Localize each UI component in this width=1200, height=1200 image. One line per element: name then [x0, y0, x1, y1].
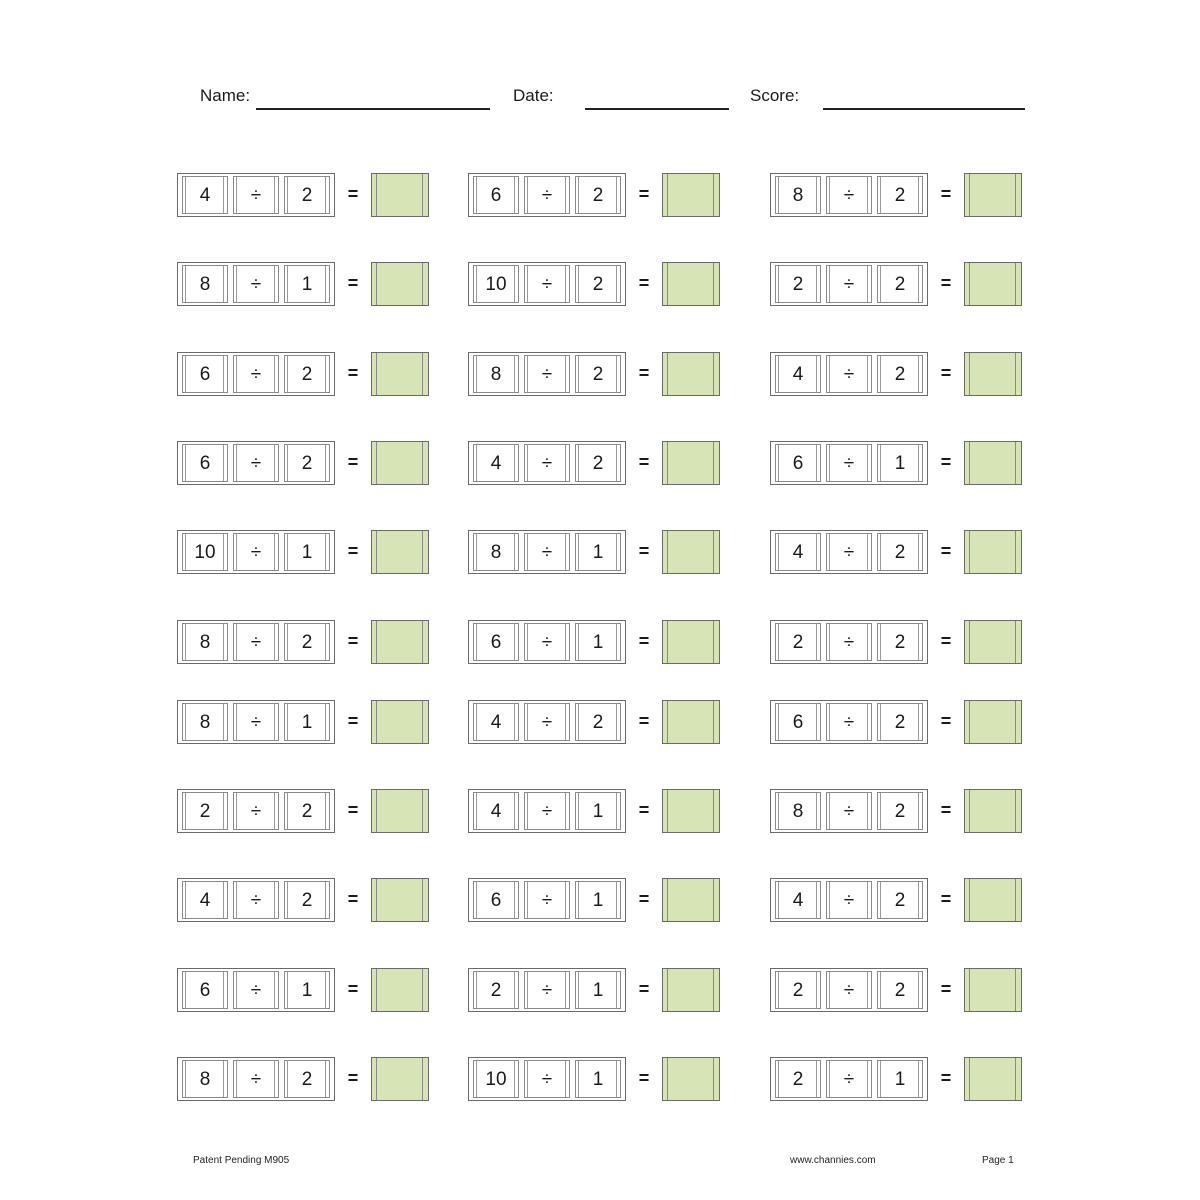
- equals-sign: =: [638, 184, 650, 204]
- equals-sign: =: [638, 711, 650, 731]
- dividend-cell: 4: [182, 176, 228, 214]
- problem-frame: [177, 441, 335, 485]
- date-label: Date:: [513, 86, 554, 105]
- divisor-cell: 2: [575, 265, 621, 303]
- division-problem: [770, 878, 1032, 924]
- answer-box[interactable]: [371, 530, 429, 574]
- answer-box[interactable]: [371, 173, 429, 217]
- answer-box[interactable]: [662, 441, 720, 485]
- equals-sign: =: [940, 711, 952, 731]
- answer-box[interactable]: [662, 1057, 720, 1101]
- dividend-cell: 8: [473, 533, 519, 571]
- division-problem: [177, 173, 439, 219]
- divide-operator: ÷: [233, 355, 279, 393]
- problem-frame: [177, 1057, 335, 1101]
- dividend-cell: 2: [182, 792, 228, 830]
- problem-frame: [770, 441, 928, 485]
- dividend-cell: 6: [473, 623, 519, 661]
- divisor-cell: 2: [284, 444, 330, 482]
- equals-sign: =: [940, 184, 952, 204]
- dividend-cell: 6: [473, 881, 519, 919]
- problem-frame: [770, 620, 928, 664]
- divide-operator: ÷: [826, 176, 872, 214]
- problem-frame: [177, 262, 335, 306]
- equals-sign: =: [638, 889, 650, 909]
- problem-frame: [770, 968, 928, 1012]
- dividend-cell: 8: [775, 176, 821, 214]
- dividend-cell: 2: [775, 1060, 821, 1098]
- divisor-cell: 2: [877, 881, 923, 919]
- divisor-cell: 2: [284, 176, 330, 214]
- answer-box[interactable]: [371, 878, 429, 922]
- divide-operator: ÷: [524, 971, 570, 1009]
- answer-box[interactable]: [964, 789, 1022, 833]
- divide-operator: ÷: [826, 971, 872, 1009]
- divide-operator: ÷: [524, 703, 570, 741]
- divide-operator: ÷: [233, 703, 279, 741]
- divide-operator: ÷: [524, 792, 570, 830]
- divide-operator: ÷: [233, 265, 279, 303]
- footer-patent: Patent Pending M905: [193, 1155, 290, 1166]
- divisor-cell: 2: [575, 176, 621, 214]
- dividend-cell: 8: [182, 703, 228, 741]
- answer-box[interactable]: [964, 262, 1022, 306]
- answer-box[interactable]: [662, 352, 720, 396]
- problem-frame: [177, 700, 335, 744]
- divide-operator: ÷: [524, 623, 570, 661]
- divide-operator: ÷: [524, 176, 570, 214]
- answer-box[interactable]: [964, 1057, 1022, 1101]
- dividend-cell: 4: [775, 881, 821, 919]
- dividend-cell: 2: [775, 265, 821, 303]
- divide-operator: ÷: [826, 881, 872, 919]
- divisor-cell: 1: [575, 1060, 621, 1098]
- divisor-cell: 2: [284, 1060, 330, 1098]
- division-problem: [177, 262, 439, 308]
- problem-frame: [177, 620, 335, 664]
- divide-operator: ÷: [524, 533, 570, 571]
- division-problem: [468, 878, 730, 924]
- divisor-cell: 2: [284, 355, 330, 393]
- answer-box[interactable]: [964, 700, 1022, 744]
- footer-website: www.channies.com: [790, 1155, 876, 1166]
- divide-operator: ÷: [826, 355, 872, 393]
- divide-operator: ÷: [826, 792, 872, 830]
- answer-box[interactable]: [964, 968, 1022, 1012]
- answer-box[interactable]: [371, 968, 429, 1012]
- division-problem: [468, 530, 730, 576]
- dividend-cell: 10: [182, 533, 228, 571]
- dividend-cell: 8: [473, 355, 519, 393]
- problem-frame: [770, 789, 928, 833]
- divisor-cell: 1: [877, 1060, 923, 1098]
- equals-sign: =: [638, 363, 650, 383]
- dividend-cell: 6: [182, 355, 228, 393]
- divisor-cell: 2: [284, 792, 330, 830]
- divide-operator: ÷: [524, 355, 570, 393]
- divisor-cell: 1: [575, 971, 621, 1009]
- divisor-cell: 1: [284, 703, 330, 741]
- equals-sign: =: [638, 979, 650, 999]
- problem-frame: [468, 789, 626, 833]
- division-problem: [770, 968, 1032, 1014]
- divide-operator: ÷: [233, 623, 279, 661]
- equals-sign: =: [638, 800, 650, 820]
- divide-operator: ÷: [524, 881, 570, 919]
- division-problem: [770, 530, 1032, 576]
- divisor-cell: 2: [877, 623, 923, 661]
- division-problem: [770, 789, 1032, 835]
- divide-operator: ÷: [524, 444, 570, 482]
- divisor-cell: 2: [575, 444, 621, 482]
- divisor-cell: 2: [877, 533, 923, 571]
- answer-box[interactable]: [662, 789, 720, 833]
- division-problem: [468, 352, 730, 398]
- answer-box[interactable]: [662, 173, 720, 217]
- division-problem: [770, 262, 1032, 308]
- equals-sign: =: [638, 273, 650, 293]
- equals-sign: =: [347, 184, 359, 204]
- problem-frame: [468, 530, 626, 574]
- division-problem: [468, 620, 730, 666]
- problem-frame: [770, 700, 928, 744]
- problem-frame: [770, 1057, 928, 1101]
- dividend-cell: 10: [473, 265, 519, 303]
- divide-operator: ÷: [826, 444, 872, 482]
- problem-frame: [468, 700, 626, 744]
- equals-sign: =: [347, 711, 359, 731]
- equals-sign: =: [638, 452, 650, 472]
- divisor-cell: 2: [877, 265, 923, 303]
- division-problem: [770, 700, 1032, 746]
- divisor-cell: 1: [575, 881, 621, 919]
- division-problem: [468, 968, 730, 1014]
- divide-operator: ÷: [233, 176, 279, 214]
- divisor-cell: 1: [284, 533, 330, 571]
- divide-operator: ÷: [826, 533, 872, 571]
- answer-box[interactable]: [964, 173, 1022, 217]
- dividend-cell: 8: [775, 792, 821, 830]
- divisor-cell: 2: [284, 881, 330, 919]
- equals-sign: =: [940, 363, 952, 383]
- problem-frame: [177, 789, 335, 833]
- equals-sign: =: [347, 631, 359, 651]
- division-problem: [177, 1057, 439, 1103]
- answer-box[interactable]: [964, 620, 1022, 664]
- divide-operator: ÷: [524, 265, 570, 303]
- problem-frame: [468, 262, 626, 306]
- dividend-cell: 6: [182, 971, 228, 1009]
- dividend-cell: 4: [775, 533, 821, 571]
- dividend-cell: 2: [473, 971, 519, 1009]
- dividend-cell: 4: [473, 703, 519, 741]
- division-problem: [177, 530, 439, 576]
- equals-sign: =: [347, 1068, 359, 1088]
- equals-sign: =: [940, 631, 952, 651]
- equals-sign: =: [940, 889, 952, 909]
- dividend-cell: 8: [182, 1060, 228, 1098]
- answer-box[interactable]: [662, 878, 720, 922]
- equals-sign: =: [638, 1068, 650, 1088]
- division-problem: [770, 441, 1032, 487]
- problem-frame: [468, 173, 626, 217]
- divisor-cell: 2: [877, 971, 923, 1009]
- dividend-cell: 4: [473, 444, 519, 482]
- dividend-cell: 6: [182, 444, 228, 482]
- problem-frame: [177, 173, 335, 217]
- dividend-cell: 6: [473, 176, 519, 214]
- equals-sign: =: [347, 273, 359, 293]
- equals-sign: =: [638, 541, 650, 561]
- division-problem: [468, 262, 730, 308]
- divisor-cell: 2: [575, 703, 621, 741]
- answer-box[interactable]: [371, 789, 429, 833]
- answer-box[interactable]: [371, 700, 429, 744]
- dividend-cell: 4: [182, 881, 228, 919]
- division-problem: [770, 1057, 1032, 1103]
- name-label: Name:: [200, 86, 251, 105]
- division-problem: [177, 620, 439, 666]
- divisor-cell: 1: [877, 444, 923, 482]
- equals-sign: =: [347, 800, 359, 820]
- answer-box[interactable]: [662, 262, 720, 306]
- divide-operator: ÷: [524, 1060, 570, 1098]
- divide-operator: ÷: [233, 444, 279, 482]
- divide-operator: ÷: [826, 1060, 872, 1098]
- problem-frame: [770, 878, 928, 922]
- answer-box[interactable]: [371, 1057, 429, 1101]
- division-problem: [468, 789, 730, 835]
- answer-box[interactable]: [371, 441, 429, 485]
- division-problem: [177, 441, 439, 487]
- equals-sign: =: [347, 452, 359, 472]
- problem-frame: [770, 352, 928, 396]
- equals-sign: =: [940, 800, 952, 820]
- division-problem: [177, 878, 439, 924]
- dividend-cell: 8: [182, 265, 228, 303]
- problem-frame: [770, 262, 928, 306]
- answer-box[interactable]: [964, 530, 1022, 574]
- division-problem: [468, 700, 730, 746]
- equals-sign: =: [940, 979, 952, 999]
- division-problem: [177, 789, 439, 835]
- divide-operator: ÷: [233, 971, 279, 1009]
- divide-operator: ÷: [826, 703, 872, 741]
- division-problem: [770, 173, 1032, 219]
- problem-frame: [468, 441, 626, 485]
- footer-page-number: Page 1: [982, 1155, 1014, 1166]
- answer-box[interactable]: [662, 620, 720, 664]
- problem-frame: [468, 1057, 626, 1101]
- divisor-cell: 1: [575, 792, 621, 830]
- equals-sign: =: [940, 541, 952, 561]
- dividend-cell: 2: [775, 623, 821, 661]
- divisor-cell: 1: [575, 533, 621, 571]
- dividend-cell: 4: [775, 355, 821, 393]
- divide-operator: ÷: [233, 881, 279, 919]
- answer-box[interactable]: [964, 352, 1022, 396]
- equals-sign: =: [940, 273, 952, 293]
- answer-box[interactable]: [964, 878, 1022, 922]
- equals-sign: =: [638, 631, 650, 651]
- divide-operator: ÷: [826, 623, 872, 661]
- problem-frame: [177, 352, 335, 396]
- answer-box[interactable]: [662, 700, 720, 744]
- divisor-cell: 2: [877, 703, 923, 741]
- divisor-cell: 1: [575, 623, 621, 661]
- divisor-cell: 1: [284, 265, 330, 303]
- division-problem: [177, 700, 439, 746]
- equals-sign: =: [347, 979, 359, 999]
- divide-operator: ÷: [233, 533, 279, 571]
- divisor-cell: 2: [575, 355, 621, 393]
- divisor-cell: 2: [877, 355, 923, 393]
- problem-frame: [177, 530, 335, 574]
- divisor-cell: 2: [284, 623, 330, 661]
- equals-sign: =: [347, 363, 359, 383]
- equals-sign: =: [347, 889, 359, 909]
- equals-sign: =: [347, 541, 359, 561]
- answer-box[interactable]: [371, 620, 429, 664]
- problem-frame: [177, 968, 335, 1012]
- division-problem: [468, 173, 730, 219]
- division-problem: [177, 352, 439, 398]
- divide-operator: ÷: [826, 265, 872, 303]
- answer-box[interactable]: [371, 262, 429, 306]
- problem-frame: [177, 878, 335, 922]
- problem-frame: [468, 352, 626, 396]
- dividend-cell: 10: [473, 1060, 519, 1098]
- equals-sign: =: [940, 452, 952, 472]
- division-problem: [468, 1057, 730, 1103]
- dividend-cell: 6: [775, 703, 821, 741]
- problem-frame: [468, 620, 626, 664]
- division-problem: [177, 968, 439, 1014]
- divide-operator: ÷: [233, 792, 279, 830]
- equals-sign: =: [940, 1068, 952, 1088]
- divisor-cell: 2: [877, 792, 923, 830]
- dividend-cell: 4: [473, 792, 519, 830]
- division-problem: [770, 620, 1032, 666]
- divisor-cell: 2: [877, 176, 923, 214]
- dividend-cell: 6: [775, 444, 821, 482]
- answer-box[interactable]: [662, 968, 720, 1012]
- answer-box[interactable]: [371, 352, 429, 396]
- divisor-cell: 1: [284, 971, 330, 1009]
- divide-operator: ÷: [233, 1060, 279, 1098]
- problem-frame: [468, 968, 626, 1012]
- problem-frame: [468, 878, 626, 922]
- answer-box[interactable]: [964, 441, 1022, 485]
- problem-frame: [770, 173, 928, 217]
- answer-box[interactable]: [662, 530, 720, 574]
- dividend-cell: 8: [182, 623, 228, 661]
- division-problem: [468, 441, 730, 487]
- problem-frame: [770, 530, 928, 574]
- dividend-cell: 2: [775, 971, 821, 1009]
- score-label: Score:: [750, 86, 800, 105]
- division-problem: [770, 352, 1032, 398]
